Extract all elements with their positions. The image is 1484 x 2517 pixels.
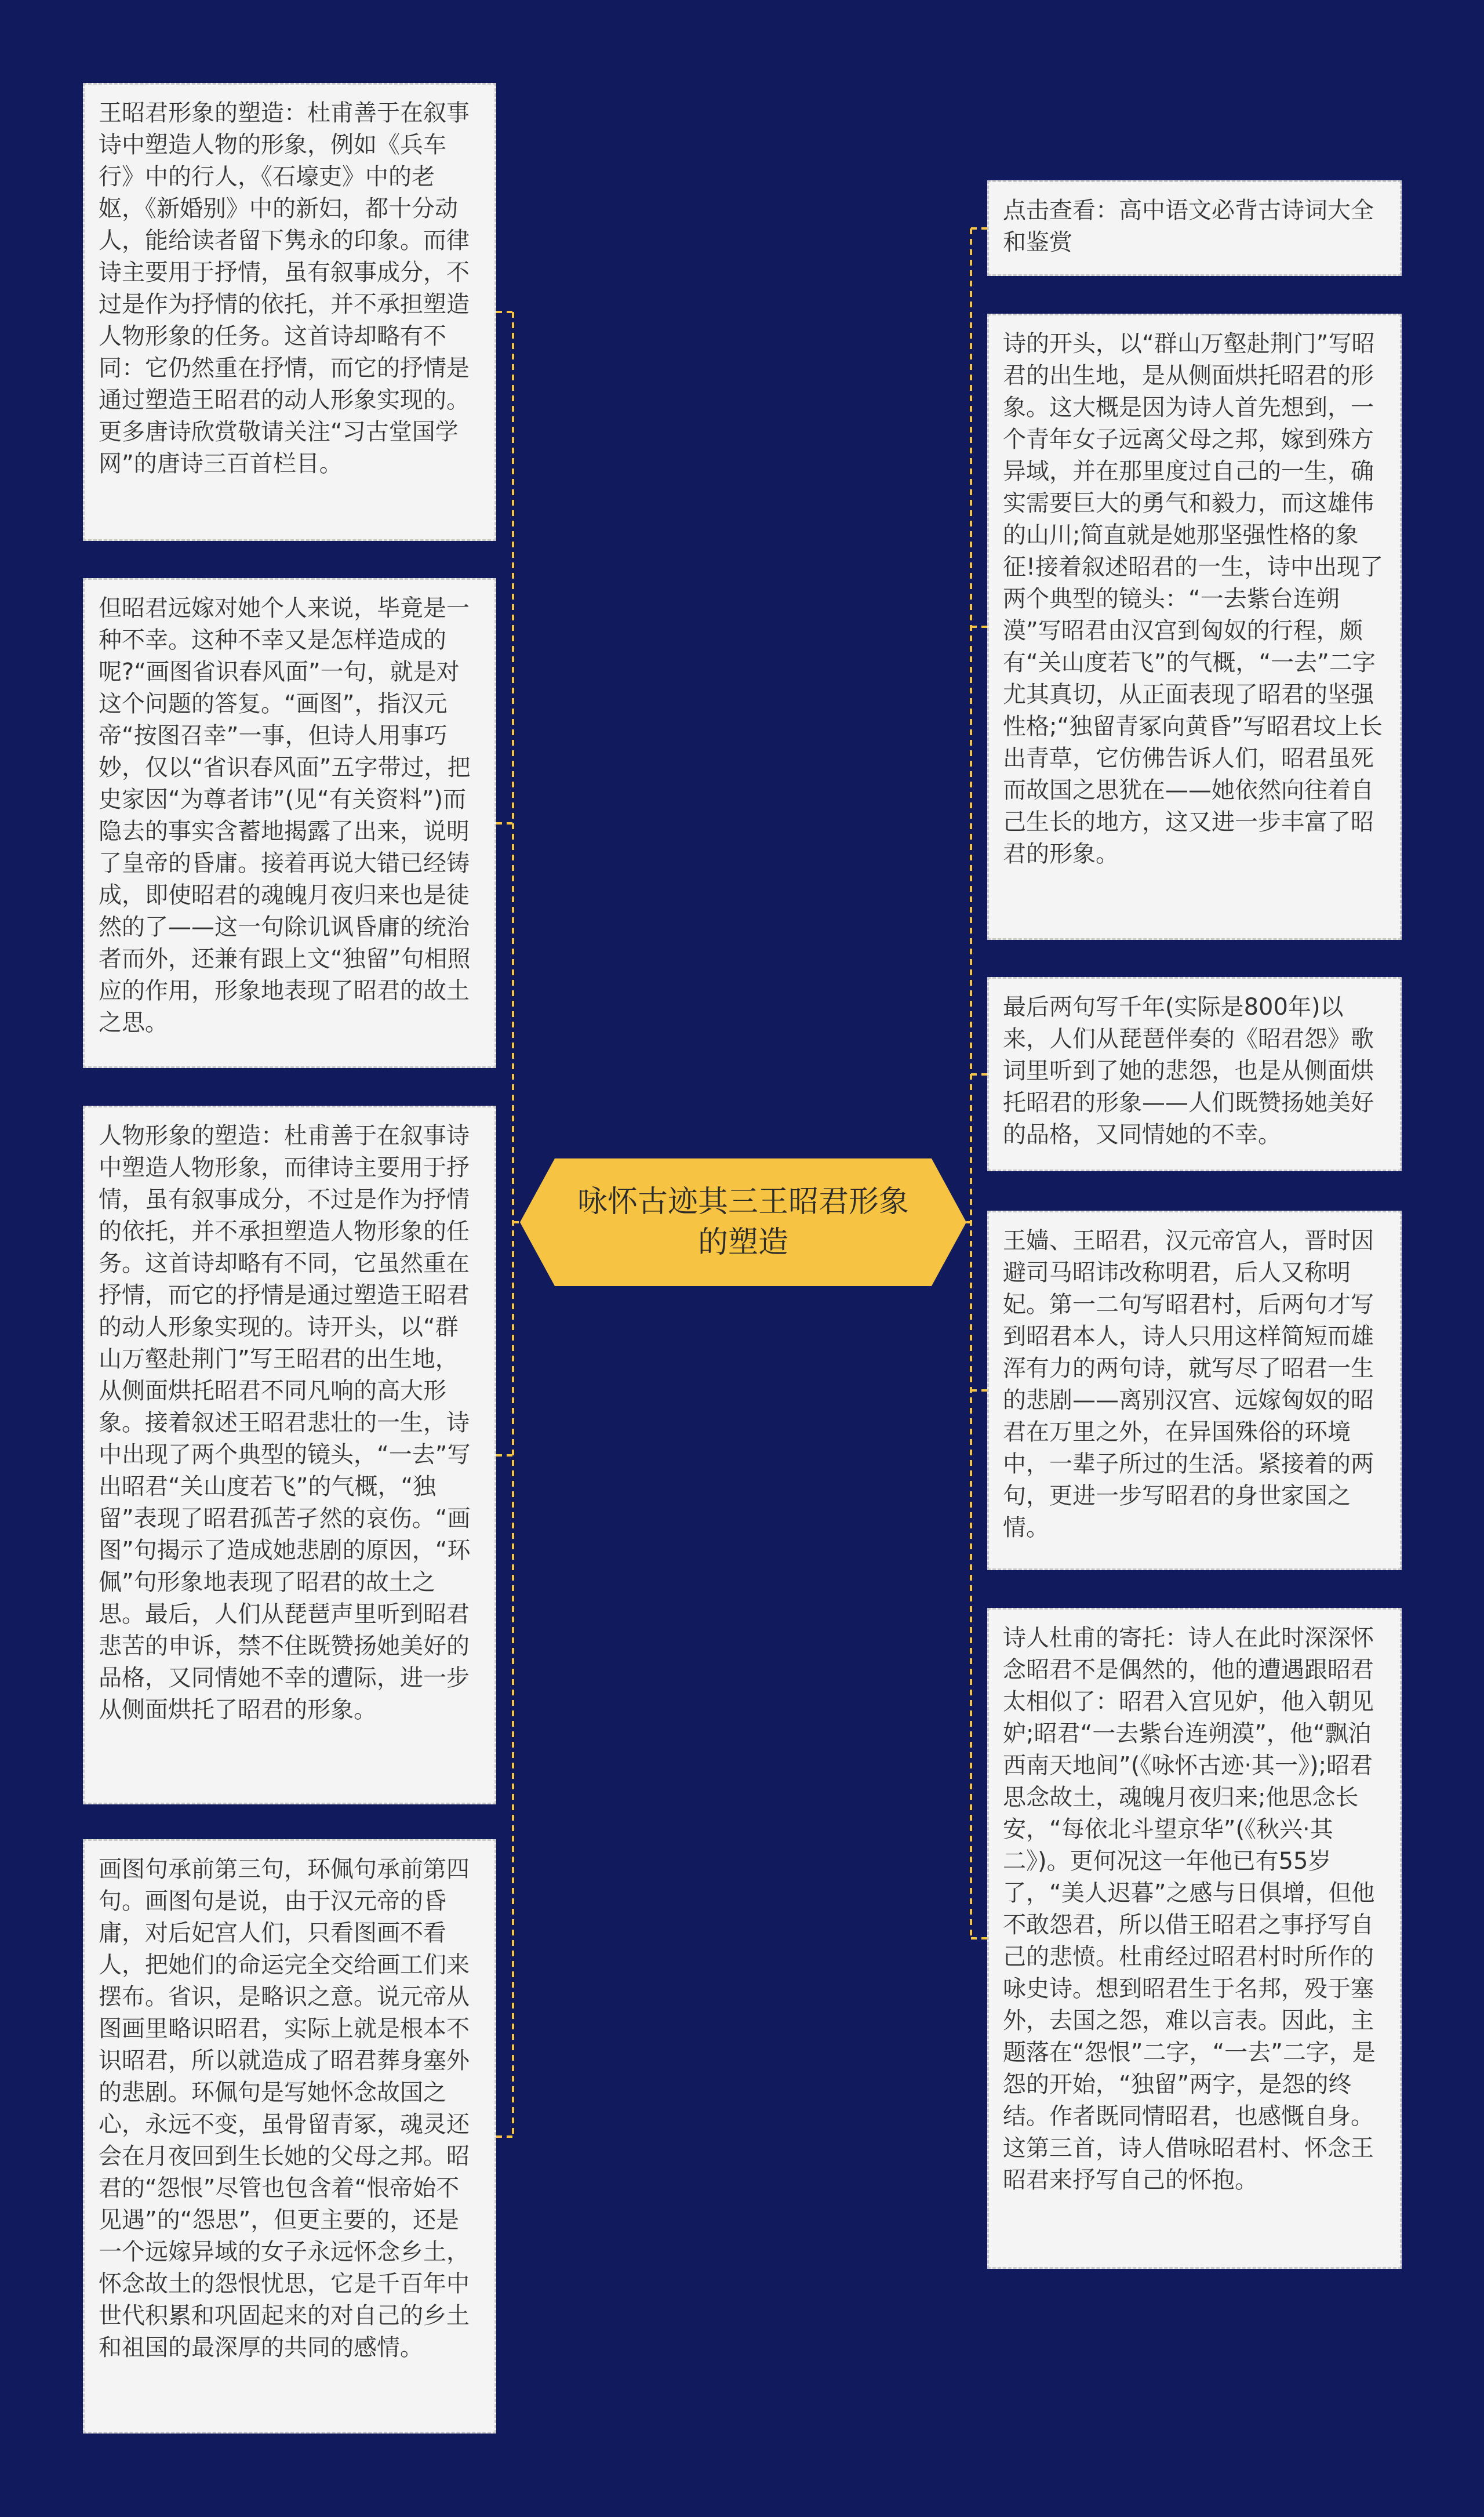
right-node-3[interactable]: 最后两句写千年(实际是800年)以来，人们从琵琶伴奏的《昭君怨》歌词里听到了她的悲怨，也是从侧面烘托昭君的形象——人们既赞扬她美好的品格，又同情她的不幸。 [987, 977, 1402, 1171]
right-node-4[interactable]: 王嫱、王昭君，汉元帝宫人，晋时因避司马昭讳改称明君，后人又称明妃。第一二句写昭君村，后两句才写到昭君本人，诗人只用这样简短而雄浑有力的两句诗，就写尽了昭君一生的悲剧——离别汉宫、远嫁匈奴的昭君在万里之外，在异国殊俗的环境中，一辈子所过的生活。紧接着的两句，更进一步写昭君的身世家国之情。 [987, 1211, 1402, 1570]
left-node-1[interactable]: 王昭君形象的塑造：杜甫善于在叙事诗中塑造人物的形象，例如《兵车行》中的行人，《石壕吏》中的老妪，《新婚别》中的新妇，都十分动人，能给读者留下隽永的印象。而律诗主要用于抒情，虽有叙事成分，不过是作为抒情的依托，并不承担塑造人物形象的任务。这首诗却略有不同：它仍然重在抒情，而它的抒情是通过塑造王昭君的动人形象实现的。更多唐诗欣赏敬请关注“习古堂国学网”的唐诗三百首栏目。 [83, 83, 496, 541]
left-node-2[interactable]: 但昭君远嫁对她个人来说，毕竟是一种不幸。这种不幸又是怎样造成的呢?“画图省识春风面”一句，就是对这个问题的答复。“画图”，指汉元帝“按图召幸”一事，但诗人用事巧妙，仅以“省识春风面”五字带过，把史家因“为尊者讳”(见“有关资料”)而隐去的事实含蓄地揭露了出来，说明了皇帝的昏庸。接着再说大错已经铸成，即使昭君的魂魄月夜归来也是徒然的了——这一句除讥讽昏庸的统治者而外，还兼有跟上文“独留”句相照应的作用，形象地表现了昭君的故土之思。 [83, 578, 496, 1068]
central-topic-title: 咏怀古迹其三王昭君形象的塑造 [577, 1185, 909, 1260]
right-node-5[interactable]: 诗人杜甫的寄托：诗人在此时深深怀念昭君不是偶然的，他的遭遇跟昭君太相似了：昭君入宫见妒，他入朝见妒;昭君“一去紫台连朔漠”，他“飘泊西南天地间”(《咏怀古迹·其一》);昭君思念故土，魂魄月夜归来;他思念长安，“每依北斗望京华”(《秋兴·其二》)。更何况这一年他已有55岁了，“美人迟暮”之感与日俱增，但他不敢怨君，所以借王昭君之事抒写自己的悲愤。杜甫经过昭君村时所作的咏史诗。想到昭君生于名邦，殁于塞外，去国之怨，难以言表。因此，主题落在“怨恨”二字，“一去”二字，是怨的开始，“独留”两字，是怨的终结。作者既同情昭君，也感慨自身。这第三首，诗人借咏昭君村、怀念王昭君来抒写自己的怀抱。 [987, 1608, 1402, 2269]
central-topic[interactable] [520, 1158, 966, 1286]
right-node-1[interactable]: 点击查看：高中语文必背古诗词大全和鉴赏 [987, 180, 1402, 276]
left-node-4[interactable]: 画图句承前第三句，环佩句承前第四句。画图句是说，由于汉元帝的昏庸，对后妃宫人们，只看图画不看人，把她们的命运完全交给画工们来摆布。省识，是略识之意。说元帝从图画里略识昭君，实际上就是根本不识昭君，所以就造成了昭君葬身塞外的悲剧。环佩句是写她怀念故国之心，永远不变，虽骨留青冢，魂灵还会在月夜回到生长她的父母之邦。昭君的“怨恨”尽管也包含着“恨帝始不见遇”的“怨思”，但更主要的，还是一个远嫁异域的女子永远怀念乡土，怀念故土的怨恨忧思，它是千百年中世代积累和巩固起来的对自己的乡土和祖国的最深厚的共同的感情。 [83, 1839, 496, 2434]
left-node-3[interactable]: 人物形象的塑造：杜甫善于在叙事诗中塑造人物形象，而律诗主要用于抒情，虽有叙事成分，不过是作为抒情的依托，并不承担塑造人物形象的任务。这首诗却略有不同，它虽然重在抒情，而它的抒情是通过塑造王昭君的动人形象实现的。诗开头，以“群山万壑赴荆门”写王昭君的出生地，从侧面烘托昭君不同凡响的高大形象。接着叙述王昭君悲壮的一生，诗中出现了两个典型的镜头，“一去”写出昭君“关山度若飞”的气概，“独留”表现了昭君孤苦孑然的哀伤。“画图”句揭示了造成她悲剧的原因，“环佩”句形象地表现了昭君的故土之思。最后，人们从琵琶声里听到昭君悲苦的申诉，禁不住既赞扬她美好的品格，又同情她不幸的遭际，进一步从侧面烘托了昭君的形象。 [83, 1106, 496, 1804]
right-node-2[interactable]: 诗的开头，以“群山万壑赴荆门”写昭君的出生地，是从侧面烘托昭君的形象。这大概是因为诗人首先想到，一个青年女子远离父母之邦，嫁到殊方异域，并在那里度过自己的一生，确实需要巨大的勇气和毅力，而这雄伟的山川;简直就是她那坚强性格的象征!接着叙述昭君的一生，诗中出现了两个典型的镜头：“一去紫台连朔漠”写昭君由汉宫到匈奴的行程，颇有“关山度若飞”的气概，“一去”二字尤其真切，从正面表现了昭君的坚强性格;“独留青冢向黄昏”写昭君坟上长出青草，它仿佛告诉人们，昭君虽死而故国之思犹在——她依然向往着自己生长的地方，这又进一步丰富了昭君的形象。 [987, 314, 1402, 940]
